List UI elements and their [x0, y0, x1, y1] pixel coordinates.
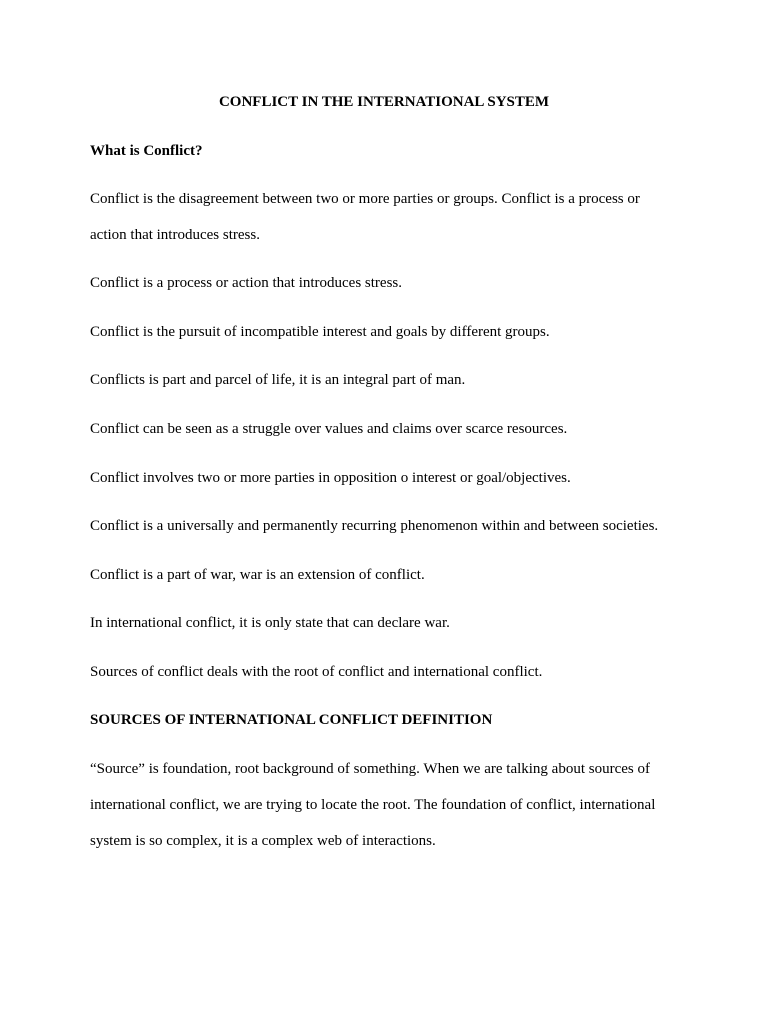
heading-sources-definition: SOURCES OF INTERNATIONAL CONFLICT DEFINITION [90, 712, 493, 728]
paragraph-5: Conflict can be seen as a struggle over values and claims over scarce resources. [90, 421, 568, 437]
paragraph-4: Conflicts is part and parcel of life, it is an integral part of man. [90, 372, 466, 388]
paragraph-3: Conflict is the pursuit of incompatible interest and goals by different groups. [90, 324, 550, 340]
paragraph-2: Conflict is a process or action that introduces stress. [90, 275, 403, 291]
paragraph-source-definition: “Source” is foundation, root background of something. When we are talking about sources of international conflict, we are trying to locate the root. The foundation of conflict, international system is so complex, it is a complex web of interactions. [90, 761, 656, 849]
paragraph-8: Conflict is a part of war, war is an extension of conflict. [90, 567, 425, 583]
paragraph-7: Conflict is a universally and permanently recurring phenomenon within and between societies. [90, 518, 659, 534]
paragraph-10: Sources of conflict deals with the root of conflict and international conflict. [90, 664, 543, 680]
document-title: CONFLICT IN THE INTERNATIONAL SYSTEM [218, 94, 550, 110]
paragraph-6: Conflict involves two or more parties in opposition o interest or goal/objectives. [90, 470, 571, 486]
paragraph-9: In international conflict, it is only state that can declare war. [90, 615, 450, 631]
heading-what-is-conflict: What is Conflict? [90, 143, 203, 159]
paragraph-1: Conflict is the disagreement between two or more parties or groups. Conflict is a process or action that introduces stress. [90, 191, 640, 243]
